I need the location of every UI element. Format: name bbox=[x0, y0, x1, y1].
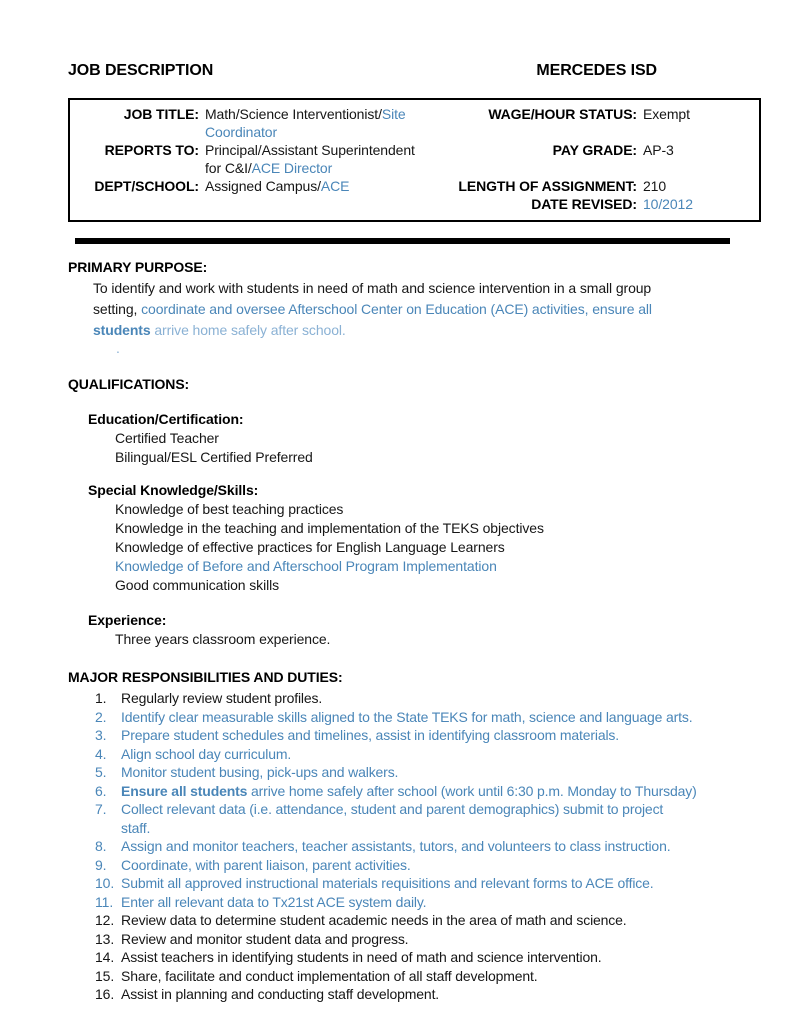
list-item bbox=[115, 429, 761, 448]
duty-text bbox=[121, 948, 761, 967]
duty-text bbox=[121, 708, 761, 727]
duty-text bbox=[121, 874, 761, 893]
text-segment: Collect relevant data (i.e. attendance, student and parent demographics) submit to project bbox=[121, 801, 664, 817]
wage-status-label: WAGE/HOUR STATUS: bbox=[488, 106, 637, 122]
duty-number: 15. bbox=[95, 967, 115, 984]
text-segment: Certified Teacher bbox=[115, 430, 219, 446]
text-segment: Submit all approved instructional materials requisitions and relevant forms to ACE office. bbox=[121, 875, 654, 891]
text-segment: ACE Director bbox=[251, 160, 333, 176]
duty-item bbox=[95, 800, 761, 837]
duty-item bbox=[95, 893, 761, 912]
reports-to-value bbox=[205, 141, 445, 177]
list-item bbox=[115, 538, 761, 557]
text-segment: Assigned Campus/ bbox=[205, 178, 321, 194]
text-segment: To identify and work with students in need of math and science intervention in a small group bbox=[93, 280, 652, 296]
text-segment: Assist in planning and conducting staff development. bbox=[121, 986, 440, 1002]
text-segment: Knowledge in the teaching and implementation of the TEKS objectives bbox=[115, 520, 544, 536]
duty-text bbox=[121, 726, 761, 745]
text-segment: coordinate and oversee Afterschool Center on Education (ACE) activities, ensure all bbox=[141, 301, 652, 317]
wage-status-row bbox=[453, 105, 755, 123]
page-title: JOB DESCRIPTION bbox=[68, 62, 214, 79]
duty-number: 2. bbox=[95, 708, 107, 725]
list-item bbox=[115, 630, 761, 649]
duty-number: 8. bbox=[95, 838, 107, 854]
duty-number: 7. bbox=[95, 801, 107, 817]
duties-heading: MAJOR RESPONSIBILITIES AND DUTIES: bbox=[68, 669, 343, 685]
list-item bbox=[115, 576, 761, 595]
district-title: MERCEDES ISD bbox=[536, 62, 657, 79]
dept-school-value bbox=[205, 177, 445, 195]
duty-number: 14. bbox=[95, 949, 115, 965]
reports-to-row bbox=[70, 141, 453, 177]
text-segment: ACE bbox=[320, 178, 350, 194]
text-segment: Bilingual/ESL Certified Preferred bbox=[115, 449, 313, 465]
text-segment: setting, bbox=[93, 301, 142, 317]
purpose-trailing-dot: . bbox=[116, 340, 120, 356]
duty-number: 10. bbox=[95, 875, 115, 891]
duty-item bbox=[95, 856, 761, 875]
qualifications-heading: QUALIFICATIONS: bbox=[68, 376, 190, 392]
list-item bbox=[115, 500, 761, 519]
text-segment: Three years classroom experience. bbox=[115, 631, 331, 647]
job-title-value bbox=[205, 105, 445, 141]
duty-item bbox=[95, 837, 761, 856]
duty-text bbox=[121, 985, 761, 1004]
assignment-length-label: LENGTH OF ASSIGNMENT: bbox=[458, 178, 637, 194]
text-segment: Identify clear measurable skills aligned to the State TEKS for math, science and language arts. bbox=[121, 708, 693, 725]
text-segment: Knowledge of effective practices for English Language Learners bbox=[115, 539, 505, 555]
duty-item bbox=[95, 985, 761, 1004]
text-segment: Math/Science Interventionist/ bbox=[205, 106, 382, 122]
date-revised-label: DATE REVISED: bbox=[531, 196, 637, 212]
text-segment: Review and monitor student data and progress. bbox=[121, 930, 409, 947]
duty-item bbox=[95, 726, 761, 745]
dept-school-row bbox=[70, 177, 453, 195]
duty-text bbox=[121, 689, 761, 708]
text-segment: 10/2012 bbox=[643, 196, 693, 212]
dept-school-label: DEPT/SCHOOL: bbox=[94, 178, 199, 194]
text-segment: Align school day curriculum. bbox=[121, 745, 292, 762]
list-item bbox=[115, 519, 761, 538]
duty-number: 1. bbox=[95, 690, 107, 706]
info-table-left-column bbox=[70, 105, 453, 213]
table-spacer bbox=[453, 159, 755, 177]
text-segment: Good communication skills bbox=[115, 577, 280, 593]
text-segment: Knowledge of best teaching practices bbox=[115, 501, 344, 517]
text-segment: Ensure all students bbox=[121, 782, 248, 799]
wage-status-value: Exempt bbox=[643, 106, 690, 122]
date-revised-row bbox=[453, 195, 755, 213]
duty-item bbox=[95, 745, 761, 764]
duty-item bbox=[95, 930, 761, 949]
duty-number: 9. bbox=[95, 856, 107, 873]
text-segment: Knowledge of Before and Afterschool Program Implementation bbox=[115, 558, 497, 574]
duty-text bbox=[121, 930, 761, 949]
list-item bbox=[115, 557, 761, 576]
duty-number: 4. bbox=[95, 745, 107, 762]
duty-item bbox=[95, 874, 761, 893]
text-segment: Assign and monitor teachers, teacher assistants, tutors, and volunteers to class instruction. bbox=[121, 838, 671, 854]
date-revised-value bbox=[643, 195, 755, 213]
duty-text bbox=[121, 745, 761, 764]
duty-text bbox=[121, 893, 761, 912]
duty-number: 12. bbox=[95, 912, 115, 928]
text-segment: Assist teachers in identifying students in need of math and science intervention. bbox=[121, 949, 602, 965]
text-segment: arrive home safely after school. bbox=[154, 322, 346, 338]
duty-number: 13. bbox=[95, 930, 115, 947]
text-segment: Principal/Assistant Superintendent bbox=[205, 142, 415, 158]
list-item bbox=[115, 448, 761, 467]
pay-grade-row bbox=[453, 141, 755, 159]
text-segment: Monitor student busing, pick-ups and walkers. bbox=[121, 764, 399, 780]
text-segment: Prepare student schedules and timelines, assist in identifying classroom materials. bbox=[121, 727, 620, 743]
assignment-length-value: 210 bbox=[643, 178, 667, 194]
document-header bbox=[68, 62, 761, 80]
text-segment: arrive home safely after school (work until 6:30 p.m. Monday to Thursday) bbox=[247, 782, 697, 799]
skills-section bbox=[88, 481, 761, 595]
job-title-row bbox=[70, 105, 453, 141]
experience-section bbox=[88, 611, 761, 649]
primary-purpose-body bbox=[93, 278, 761, 341]
duty-item bbox=[95, 967, 761, 986]
text-segment: Regularly review student profiles. bbox=[121, 690, 323, 706]
text-segment: Share, facilitate and conduct implementation of all staff development. bbox=[121, 967, 538, 984]
text-segment: Coordinate, with parent liaison, parent activities. bbox=[121, 856, 411, 873]
duty-text bbox=[121, 782, 761, 801]
duty-item bbox=[95, 782, 761, 801]
duty-number: 6. bbox=[95, 782, 107, 799]
education-list bbox=[115, 429, 761, 467]
text-segment: for C&I/ bbox=[205, 160, 252, 176]
assignment-length-row bbox=[453, 177, 755, 195]
job-info-table bbox=[68, 98, 761, 222]
duty-number: 11. bbox=[95, 893, 114, 910]
education-section bbox=[88, 410, 761, 467]
duty-text bbox=[121, 763, 761, 782]
experience-heading: Experience: bbox=[88, 612, 167, 628]
duty-item bbox=[95, 911, 761, 930]
primary-purpose-heading: PRIMARY PURPOSE: bbox=[68, 259, 208, 275]
duty-number: 3. bbox=[95, 727, 107, 743]
duty-item bbox=[95, 948, 761, 967]
text-segment: students bbox=[93, 322, 151, 338]
job-title-label: JOB TITLE: bbox=[123, 106, 199, 122]
text-segment: staff. bbox=[121, 819, 151, 836]
experience-list bbox=[115, 630, 761, 649]
education-heading: Education/Certification: bbox=[88, 411, 244, 427]
pay-grade-value: AP-3 bbox=[643, 142, 674, 158]
duty-item bbox=[95, 708, 761, 727]
duty-text bbox=[121, 967, 761, 986]
info-table-right-column bbox=[453, 105, 755, 213]
duty-number: 5. bbox=[95, 764, 107, 780]
text-segment: Enter all relevant data to Tx21st ACE system daily. bbox=[121, 893, 427, 910]
duty-number: 16. bbox=[95, 986, 115, 1002]
skills-heading: Special Knowledge/Skills: bbox=[88, 482, 259, 498]
duty-text bbox=[121, 856, 761, 875]
reports-to-label: REPORTS TO: bbox=[104, 142, 199, 158]
duty-text bbox=[121, 911, 761, 930]
duty-text bbox=[121, 837, 761, 856]
duty-item bbox=[95, 689, 761, 708]
skills-list bbox=[115, 500, 761, 595]
duties-list bbox=[95, 689, 761, 1004]
text-segment: Review data to determine student academic needs in the area of math and science. bbox=[121, 912, 627, 928]
pay-grade-label: PAY GRADE: bbox=[552, 142, 637, 158]
duty-item bbox=[95, 763, 761, 782]
text-segment: Coordinator bbox=[205, 124, 278, 140]
section-divider-bar bbox=[75, 238, 730, 244]
duty-text bbox=[121, 800, 761, 837]
text-segment: Site bbox=[381, 106, 406, 122]
table-spacer bbox=[453, 123, 755, 141]
